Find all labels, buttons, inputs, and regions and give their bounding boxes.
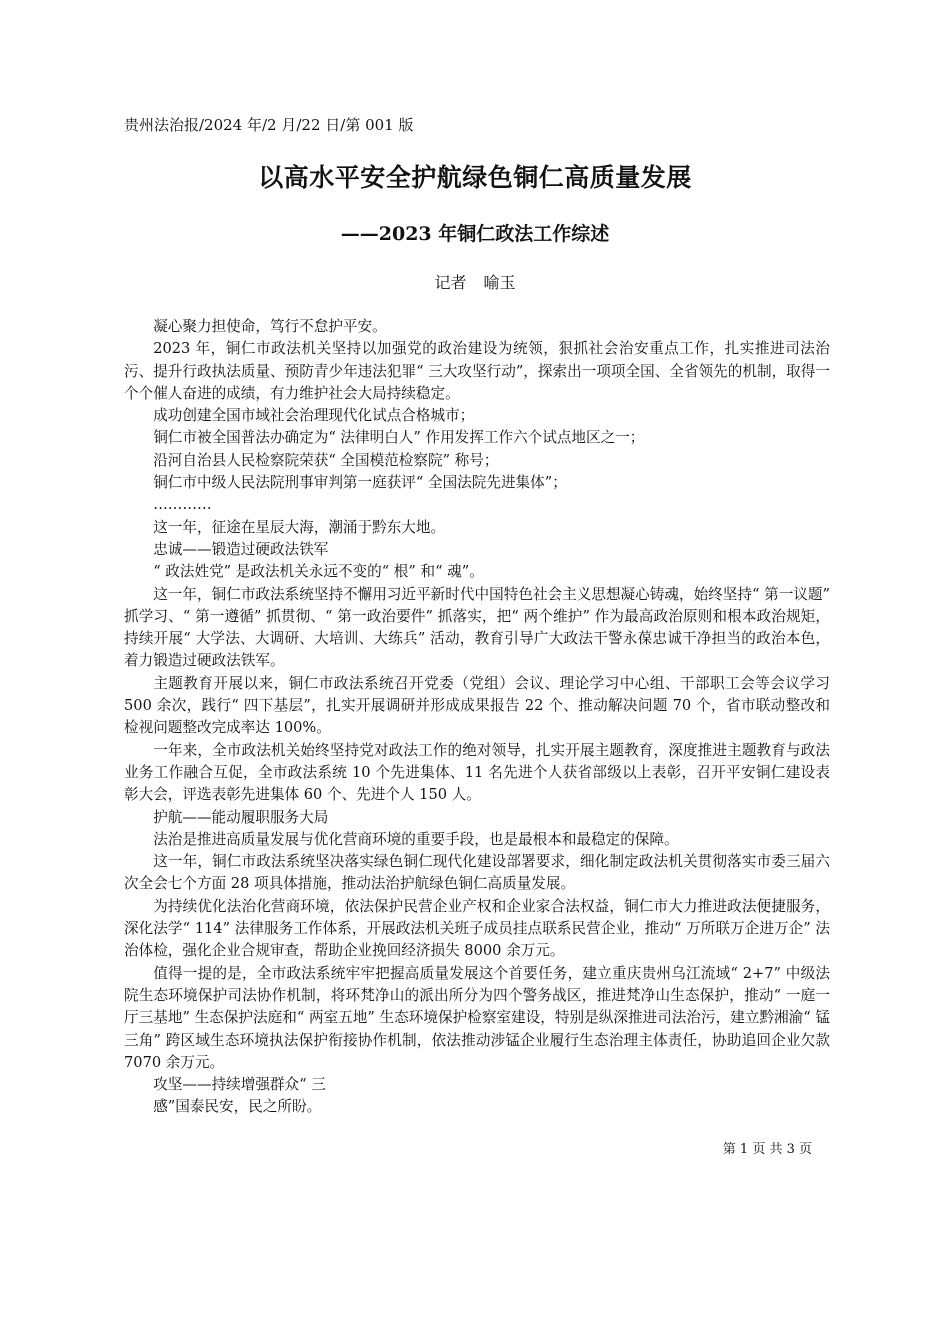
paragraph: 沿河自治县人民检察院荣获“ 全国模范检察院” 称号； [153,451,499,469]
article-title: 以高水平安全护航绿色铜仁高质量发展 [258,163,692,192]
paragraph: 凝心聚力担使命，笃行不怠护平安。 [153,318,387,335]
paragraph: 成功创建全国市域社会治理现代化试点合格城市； [153,407,475,425]
paragraph: 值得一提的是，全市政法系统牢牢把握高质量发展这个首要任务，建立重庆贵州乌江流域“ 2+7” 中级法院生态环境保护司法协作机制，将环梵净山的派出所分为四个警务战区，推进梵净山生态保护，推动“ 一庭一厅三基地” 生态保护法庭和“ 两室五地” 生态环境保护检察室建设，特别是纵深推进司法治污，建立黔湘渝“ 锰三角” 跨区域生态环境执法保护衔接协作机制，依法推动涉锰企业履行生态治理主体责任，协助追回企业欠款 7070 余万元。 [124,964,830,1071]
section-heading: 忠诚——锻造过硬政法铁军 [153,540,329,558]
page-footer: 第 1 页 共 3 页 [722,1142,812,1157]
paragraph: 铜仁市中级人民法院刑事审判第一庭获评“ 全国法院先进集体”； [153,474,567,492]
paragraph: 主题教育开展以来，铜仁市政法系统召开党委（党组）会议、理论学习中心组、干部职工会等会议学习 500 余次，践行“ 四下基层”，扎实开展调研并形成成果报告 22 个、推动解决问题 70 个，省市联动整改和检视问题整改完成率达 100%。 [124,674,830,737]
paragraph: 一年来，全市政法机关始终坚持党对政法工作的绝对领导，扎实开展主题教育，深度推进主题教育与政法业务工作融合互促，全市政法系统 10 个先进集体、11 名先进个人获省部级以上表彰，召开平安铜仁建设表彰大会，评选表彰先进集体 60 个、先进个人 150 人。 [124,741,830,804]
paragraph: ………… [153,496,212,514]
paragraph: 感”国泰民安，民之所盼。 [153,1098,322,1116]
source-line: 贵州法治报/2024 年/2 月/22 日/第 001 版 [124,116,414,134]
paragraph: 这一年，铜仁市政法系统坚决落实绿色铜仁现代化建设部署要求，细化制定政法机关贯彻落实市委三届六次全会七个方面 28 项具体措施，推动法治护航绿色铜仁高质量发展。 [124,853,830,893]
paragraph: 这一年，铜仁市政法系统坚持不懈用习近平新时代中国特色社会主义思想凝心铸魂，始终坚持“ 第一议题” 抓学习、“ 第一遵循” 抓贯彻、“ 第一政治要件” 抓落实，把“ 两个维护” 作为最高政治原则和根本政治规矩，持续开展“ 大学法、大调研、大培训、大练兵” 活动，教育引导广大政法干警永葆忠诚干净担当的政治本色，着力锻造过硬政法铁军。 [124,585,830,670]
article-subtitle: ——2023 年铜仁政法工作综述 [340,223,610,245]
paragraph: 这一年，征途在星辰大海，潮涌于黔东大地。 [153,518,446,536]
section-heading: 攻坚——持续增强群众“ 三 [153,1076,326,1094]
section-heading: 护航——能动履职服务大局 [153,808,329,826]
article-body [124,316,830,1119]
paragraph: 铜仁市被全国普法办确定为“ 法律明白人” 作用发挥工作六个试点地区之一； [153,429,645,447]
paragraph: “ 政法姓党” 是政法机关永远不变的“ 根” 和“ 魂”。 [153,563,484,581]
paragraph: 为持续优化法治化营商环境，依法保护民营企业产权和企业家合法权益，铜仁市大力推进政法便捷服务，深化法学“ 114” 法律服务工作体系，开展政法机关班子成员挂点联系民营企业，推动“ 万所联万企进万企” 法治体检，强化企业合规审查，帮助企业挽回经济损失 8000 余万元。 [124,897,830,960]
paragraph: 2023 年，铜仁市政法机关坚持以加强党的政治建设为统领，狠抓社会治安重点工作，扎实推进司法治污、提升行政执法质量、预防青少年违法犯罪“ 三大攻坚行动”，探索出一项项全国、全省领先的机制，取得一个个催人奋进的成绩，有力维护社会大局持续稳定。 [124,340,830,402]
author-byline: 记者 喻玉 [434,273,516,292]
paragraph: 法治是推进高质量发展与优化营商环境的重要手段，也是最根本和最稳定的保障。 [153,830,679,848]
